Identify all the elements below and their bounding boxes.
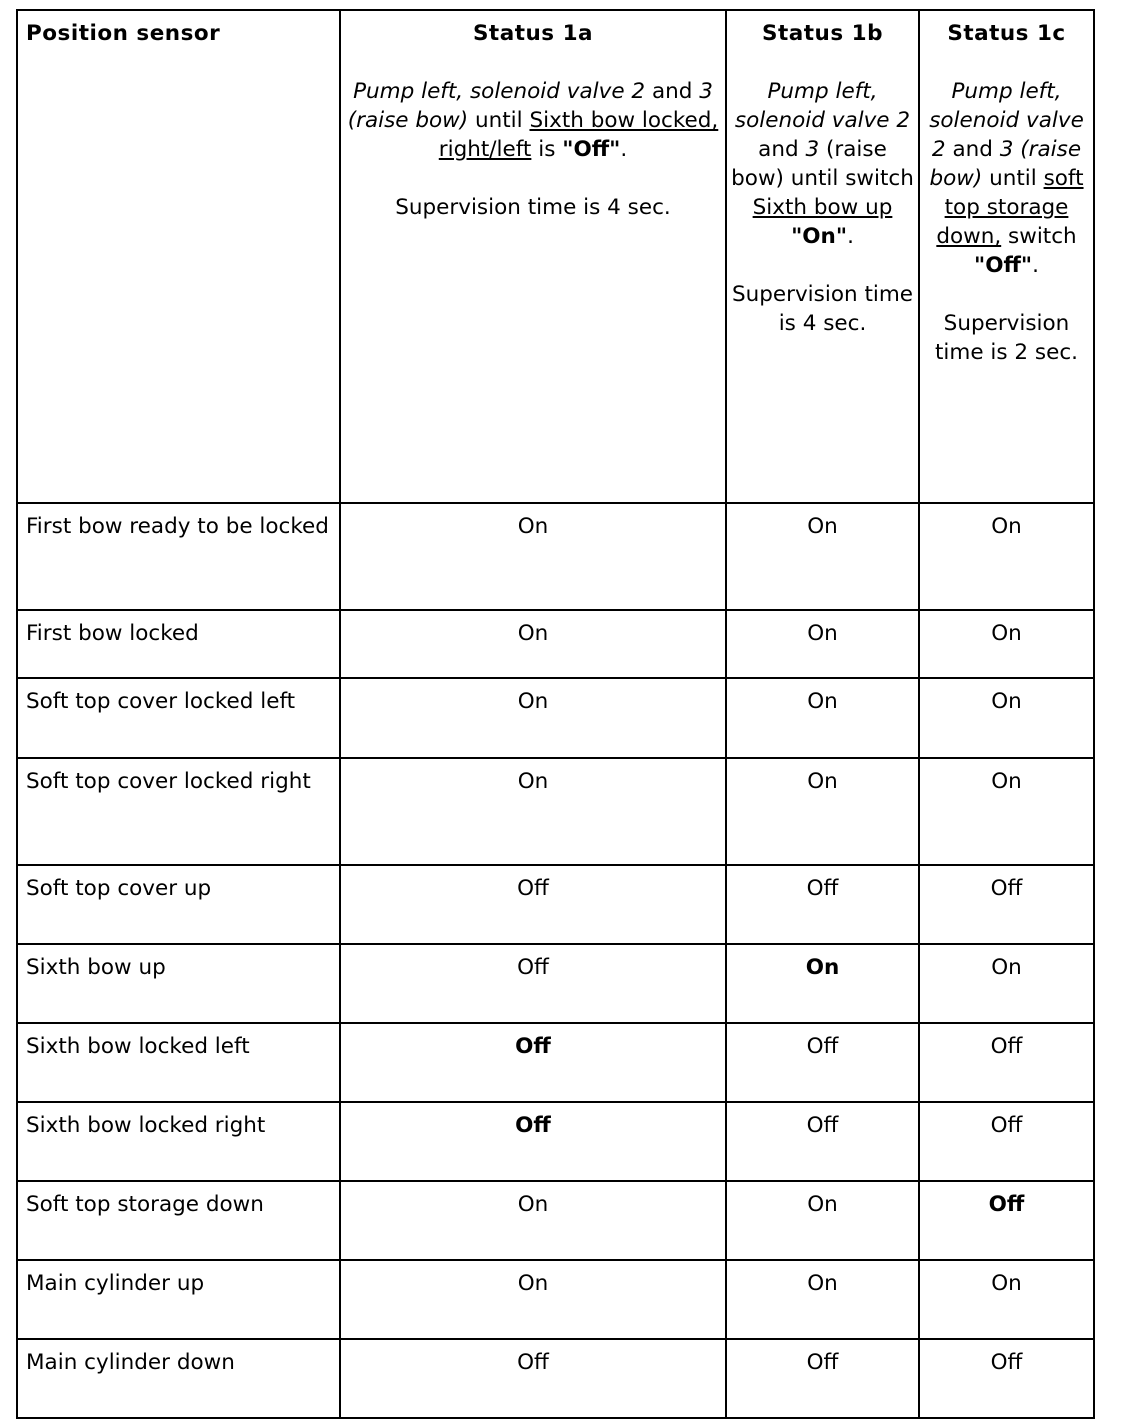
sensor-name: Soft top cover locked left — [26, 689, 296, 714]
table-row — [17, 944, 1094, 1023]
status-1c-value: On — [991, 514, 1022, 539]
status-1c-value: Off — [990, 1350, 1023, 1375]
status-1a-value: Off — [517, 876, 549, 901]
status-1c-value: On — [991, 769, 1022, 794]
status-1b-value: Off — [806, 1350, 839, 1375]
header-position-sensor-label: Position sensor — [26, 21, 221, 46]
status-1c-value: On — [991, 955, 1022, 980]
sensor-name: Main cylinder up — [26, 1271, 205, 1296]
status-1a-value: On — [517, 689, 549, 714]
status-1b-value: Off — [806, 876, 839, 901]
status-1b-value: Off — [806, 1113, 839, 1138]
status-1a-supervision: Supervision time is 4 sec. — [395, 195, 671, 220]
header-status-1b — [726, 10, 919, 503]
status-1a-value: On — [517, 1271, 549, 1296]
sensor-name: Soft top cover up — [26, 876, 212, 901]
status-1b-value: On — [807, 621, 838, 646]
header-row — [17, 10, 1094, 503]
status-1c-value: On — [991, 1271, 1022, 1296]
status-1c-description: Pump left, solenoid valve 2 and 3 (raise bow) until soft top storage down, switch "Off". — [929, 79, 1084, 278]
table-row — [17, 758, 1094, 865]
status-1b-value: On — [807, 769, 838, 794]
status-1a-value: On — [517, 1192, 549, 1217]
table-row — [17, 1023, 1094, 1102]
table-row — [17, 678, 1094, 758]
status-1a-description: Pump left, solenoid valve 2 and 3 (raise bow) until Sixth bow locked, right/left is "Off". — [347, 79, 719, 162]
status-1b-value: On — [807, 1271, 838, 1296]
status-1b-value: On — [807, 514, 838, 539]
status-1b-value: On — [805, 955, 840, 980]
status-1b-value: On — [807, 1192, 838, 1217]
sensor-name: Soft top storage down — [26, 1192, 264, 1217]
header-position-sensor — [17, 10, 340, 503]
status-1a-value: Off — [517, 1350, 549, 1375]
status-1a-value: Off — [517, 955, 549, 980]
status-1a-value: On — [517, 514, 549, 539]
header-status-1a — [340, 10, 726, 503]
status-1b-value: Off — [806, 1034, 839, 1059]
header-status-1c — [919, 10, 1094, 503]
status-1c-value: Off — [990, 1113, 1023, 1138]
sensor-name: Sixth bow locked right — [26, 1113, 266, 1138]
table-row — [17, 503, 1094, 610]
status-1a-value: On — [517, 769, 549, 794]
table-row — [17, 1260, 1094, 1339]
status-1c-supervision: Supervision time is 2 sec. — [934, 311, 1078, 365]
sensor-name: Sixth bow up — [26, 955, 166, 980]
status-1b-supervision: Supervision time is 4 sec. — [731, 282, 914, 336]
status-1b-value: On — [807, 689, 838, 714]
table-row — [17, 1181, 1094, 1260]
status-1a-value: Off — [515, 1113, 551, 1138]
status-1c-value: Off — [990, 876, 1023, 901]
status-1c-value: Off — [990, 1034, 1023, 1059]
sensor-name: Main cylinder down — [26, 1350, 235, 1375]
sensor-name: Soft top cover locked right — [26, 769, 311, 794]
table-row — [17, 865, 1094, 944]
status-1c-title: Status 1c — [947, 21, 1066, 46]
position-sensor-status-table — [16, 9, 1095, 1419]
sensor-name: Sixth bow locked left — [26, 1034, 250, 1059]
status-1b-title: Status 1b — [762, 21, 883, 46]
sensor-name: First bow locked — [26, 621, 199, 646]
table-row — [17, 1339, 1094, 1418]
table-row — [17, 610, 1094, 678]
status-1c-value: Off — [988, 1192, 1025, 1217]
status-1a-title: Status 1a — [472, 21, 594, 46]
status-1c-value: On — [991, 621, 1022, 646]
status-1b-description: Pump left, solenoid valve 2 and 3 (raise bow) until switch Sixth bow up "On". — [731, 79, 914, 249]
status-1c-value: On — [991, 689, 1022, 714]
table-row — [17, 1102, 1094, 1181]
status-1a-value: On — [517, 621, 549, 646]
status-1a-value: Off — [515, 1034, 551, 1059]
sensor-name: First bow ready to be locked — [26, 514, 329, 539]
